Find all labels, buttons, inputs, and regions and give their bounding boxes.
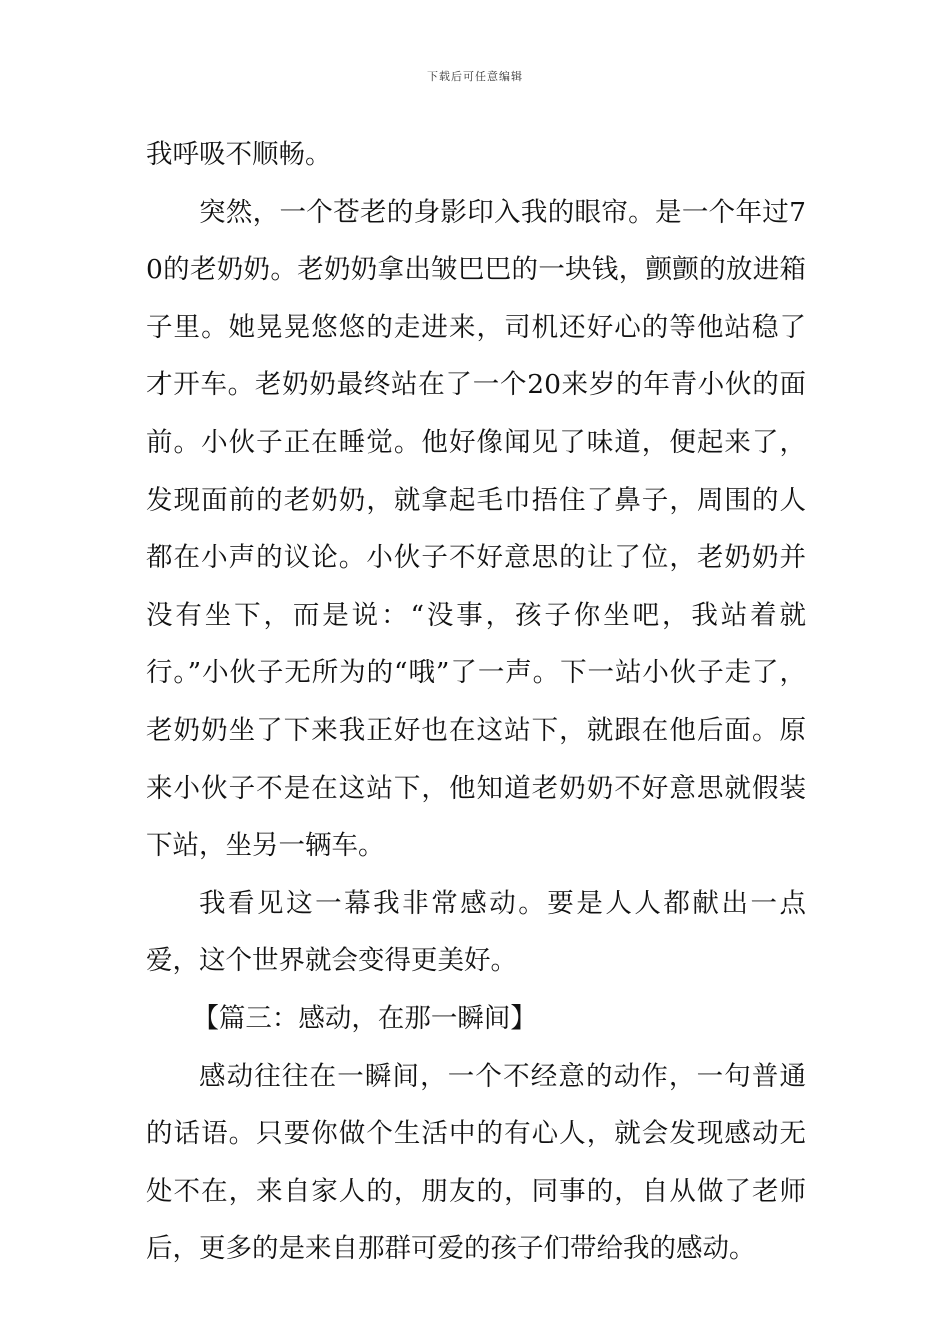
paragraph-2: 突然，一个苍老的身影印入我的眼帘。是一个年过70的老奶奶。老奶奶拿出皱巴巴的一块钱，颤颤的放进箱子里。她晃晃悠悠的走进来，司机还好心的等他站稳了才开车。老奶奶最终站在了一个20来岁的年青小伙的面前。小伙子正在睡觉。他好像闻见了味道，便起来了，发现面前的老奶奶，就拿起毛巾捂住了鼻子，周围的人都在小声的议论。小伙子不好意思的让了位，老奶奶并没有坐下，而是说：“没事，孩子你坐吧，我站着就行。”小伙子无所为的“哦”了一声。下一站小伙子走了，老奶奶坐了下来我正好也在这站下，就跟在他后面。原来小伙子不是在这站下，他知道老奶奶不好意思就假装下站，坐另一辆车。	[146, 196, 806, 862]
paragraph-3: 我看见这一幕我非常感动。要是人人都献出一点爱，这个世界就会变得更美好。	[146, 887, 806, 977]
document-body	[146, 126, 806, 1278]
paragraph-1: 我呼吸不顺畅。	[146, 139, 332, 170]
section-heading: 【篇三：感动，在那一瞬间】	[192, 1002, 537, 1034]
paragraph-4: 感动往往在一瞬间，一个不经意的动作，一句普通的话语。只要你做个生活中的有心人，就会发现感动无处不在，来自家人的，朋友的，同事的，自从做了老师后，更多的是来自那群可爱的孩子们带给我的感动。	[146, 1060, 806, 1265]
header-note: 下载后可任意编辑	[427, 70, 523, 83]
